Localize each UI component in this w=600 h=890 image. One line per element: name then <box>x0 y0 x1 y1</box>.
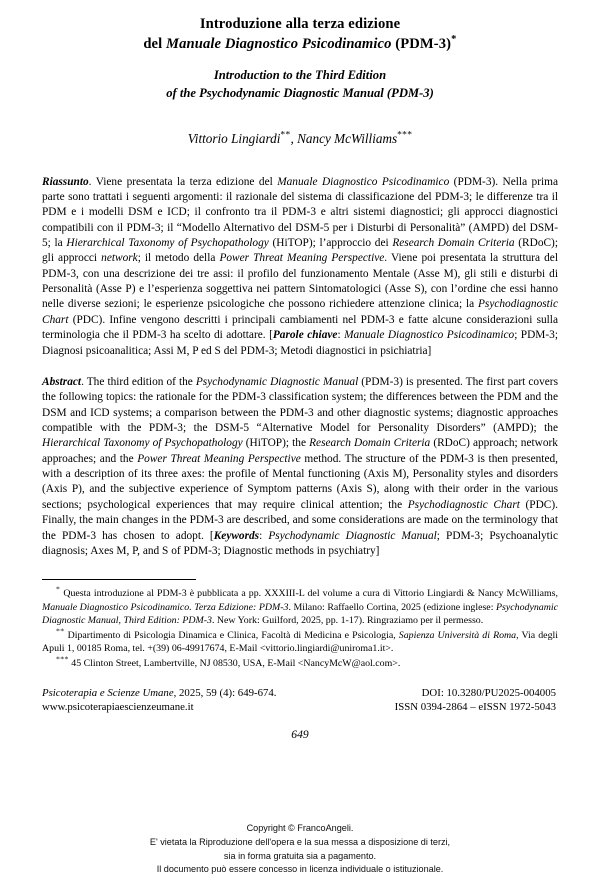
footnote-2-text-1: Dipartimento di Psicologia Dinamica e Clinica, Facoltà di Medicina e Psicologia, <box>64 629 399 641</box>
footnote-2-marker: ** <box>56 626 65 636</box>
page-title <box>42 14 558 55</box>
journal-reference <box>42 686 277 700</box>
page-subtitle <box>42 67 558 103</box>
abstract-it-text-7: (PDC). Infine vengono descritti i principali cambiamenti nel PDM-3 e fatte alcune considerazioni sulla terminologia che il PDM-3 ha scelto di adottare. [ <box>42 313 558 342</box>
title-line-1: Introduzione alla terza edizione <box>199 16 401 32</box>
abstract-en-italic-4: Power Threat Meaning Perspective <box>137 452 301 465</box>
footnote-1-marker: * <box>56 584 61 594</box>
abstract-en-text-3: (HiTOP); the <box>242 437 310 450</box>
footnote-2 <box>42 626 558 656</box>
footnote-1-text-3: . New York: Guilford, 2025, pp. 1-17). Ringraziamo per il permesso. <box>211 615 484 627</box>
title-footnote-marker: * <box>451 34 457 46</box>
footnote-3-marker: *** <box>56 654 69 664</box>
abstract-it-italic-3: Research Domain Criteria <box>392 237 515 250</box>
abstract-italian <box>42 175 558 359</box>
footnote-2-italic-1: Sapienza Università di Roma <box>398 629 517 641</box>
abstract-en-italic-2: Hierarchical Taxonomy of Psychopathology <box>42 437 243 450</box>
title-block <box>42 0 558 103</box>
journal-doi: DOI: 10.3280/PU2025-004005 <box>421 687 556 700</box>
author-name-2: Nancy McWilliams <box>297 130 398 146</box>
author-separator: , <box>290 130 298 146</box>
keywords-english-label: Keywords <box>213 529 260 542</box>
abstract-it-italic-5: Power Threat Meaning Perspective <box>219 252 385 265</box>
abstract-it-text-4: (RDoC); gli approcci <box>42 237 558 265</box>
author-name-1: Vittorio Lingiardi <box>187 130 281 146</box>
copyright-line-1: Copyright © FrancoAngeli. <box>246 823 354 833</box>
subtitle-line-1: Introduction to the Third Edition <box>213 67 387 82</box>
page-number: 649 <box>291 727 309 741</box>
journal-name: Psicoterapia e Scienze Umane <box>42 687 174 700</box>
abstract-it-italic-6: Psychodiagnostic Chart <box>42 298 558 326</box>
footnote-1-italic-1: Manuale Diagnostico Psicodinamico. Terza Edizione: PDM-3 <box>42 601 289 613</box>
journal-issue: , 2025, 59 (4): 649-674. <box>173 687 277 700</box>
abstract-it-text-1: . Viene presentata la terza edizione del <box>88 175 278 188</box>
footnote-1-text-2: . Milano: Raffaello Cortina, 2025 (edizione inglese: <box>288 601 497 613</box>
footnote-1-text-1: Questa introduzione al PDM-3 è pubblicata a pp. XXXIII-L del volume a cura di Vittorio Lingiardi & Nancy McWilliams, <box>60 588 558 600</box>
title-line-2-suffix: (PDM-3) <box>391 36 452 53</box>
abstract-en-italic-5: Psychodiagnostic Chart <box>407 498 520 511</box>
copyright-line-4: Il documento può essere concesso in licenza individuale o istituzionale. <box>156 864 444 875</box>
footnote-3-text-1: 45 Clinton Street, Lambertville, NJ 08530, USA, E-Mail <NancyMcW@aol.com>. <box>68 657 401 669</box>
copyright-notice <box>0 822 600 877</box>
keywords-en-text-1: : <box>259 529 269 542</box>
abstract-it-italic-2: Hierarchical Taxonomy of Psychopathology <box>66 237 269 250</box>
abstract-it-text-6: . Viene poi presentata la struttura del PDM-3, con una descrizione dei tre assi: il profilo del funzionamento Mentale (Asse M), gli stili e disturbi di Personalità (Asse P) e l’esperienza soggettiva nei pattern Sintomatologici (Asse S), con l’ordine che essi hanno nelle diverse sezioni; le esperienze psicologiche che possono richiedere attenzione clinica; la <box>42 252 558 311</box>
abstract-it-text-5: ; il metodo della <box>137 252 220 265</box>
copyright-line-2: E' vietata la Riproduzione dell'opera e la sua messa a disposizione di terzi, <box>149 836 451 847</box>
title-line-2-prefix: del <box>143 36 167 53</box>
footnote-1 <box>42 584 558 627</box>
footnotes-section <box>42 579 558 670</box>
journal-citation-row <box>42 686 558 700</box>
keywords-it-text-2: ; PDM-3; Diagnosi psicoanalitica; Assi M, P ed S del PDM-3; Metodi diagnostici in psichiatria] <box>42 329 558 357</box>
abstract-english <box>42 375 558 559</box>
abstract-en-text-4: (RDoC) approach; network approaches; and the <box>42 437 558 465</box>
abstract-en-text-2: (PDM-3) is presented. The first part covers the following topics: the rationale for the PDM-3 classification system; the differences between the PDM and the DSM and ICD systems; a comparison between the PDM-3 and other diagnostic systems; diagnostic approaches compatible with the PDM-3; the DSM-5 “Alternative Model for Personality Disorders” (AMPD); the <box>42 375 558 434</box>
author-list <box>42 131 558 147</box>
abstract-it-italic-4: network <box>101 252 138 265</box>
footnote-3 <box>42 654 558 670</box>
footnote-1-italic-2: Psychodynamic Diagnostic Manual, Third Edition: PDM-3 <box>42 601 558 627</box>
abstract-en-text-1: . The third edition of the <box>81 375 196 388</box>
abstract-en-text-6: (PDC). Finally, the main changes in the PDM-3 are described, and some considerations are made on the terminology that the PDM-3 has chosen to adopt. [ <box>42 498 558 542</box>
journal-website[interactable]: www.psicoterapiaescienzeumane.it <box>42 701 194 714</box>
keywords-en-italic-1: Psychodynamic Diagnostic Manual <box>268 529 437 542</box>
page-content <box>42 0 558 741</box>
abstract-english-label: Abstract <box>42 375 82 388</box>
abstract-en-italic-3: Research Domain Criteria <box>309 437 431 450</box>
author-2-footnote-marker: *** <box>397 130 413 141</box>
journal-issn: ISSN 0394-2864 – eISSN 1972-5043 <box>394 701 556 714</box>
keywords-it-text-1: : <box>337 329 345 342</box>
abstract-italian-label: Riassunto <box>42 175 89 188</box>
title-line-2-italic: Manuale Diagnostico Psicodinamico <box>166 36 392 53</box>
abstract-it-text-2: (PDM-3). Nella prima parte sono trattati i seguenti argomenti: il razionale del sistema di classificazione del PDM-3; le differenze tra il PDM e i modelli DSM e ICD; il confronto tra il PDM-3 e altri sistemi diagnostici; gli approcci diagnostici compatibili con il PDM-3; il “Modello Alternativo del DSM-5 per i Disturbi di Personalità” (AMPD) del DSM-5; la <box>42 175 558 250</box>
subtitle-line-2: of the Psychodynamic Diagnostic Manual (PDM-3) <box>166 85 434 100</box>
keywords-it-italic-1: Manuale Diagnostico Psicodinamico <box>344 329 515 342</box>
keywords-italian-label: Parole chiave <box>272 329 338 342</box>
footnote-2-text-2: , Via degli Apuli 1, 00185 Roma, tel. +(39) 06-49917674, E-Mail <vittorio.lingiardi@uniroma1.it>. <box>42 629 558 655</box>
journal-citation-block <box>42 686 558 715</box>
abstract-it-italic-1: Manuale Diagnostico Psicodinamico <box>277 175 450 188</box>
keywords-en-text-2: ; PDM-3; Psychoanalytic diagnosis; Axes M, P, and S of PDM-3; Diagnostic methods in psychiatry] <box>42 529 558 557</box>
abstract-en-italic-1: Psychodynamic Diagnostic Manual <box>195 375 359 388</box>
journal-web-row <box>42 700 558 714</box>
abstract-en-text-5: method. The structure of the PDM-3 is then presented, with a description of its three axes: the profile of Mental functioning (Axis M), Personality styles and disorders (Axis P), and the subjective experience of Symptom patterns (Axis S), along with their order in the various sections; psychological experiences that may require clinical attention; the <box>42 452 558 511</box>
title-line-2 <box>42 34 558 54</box>
abstract-it-text-3: (HiTOP); l’approccio dei <box>268 237 393 250</box>
footnote-separator-rule <box>42 579 196 580</box>
author-1-footnote-marker: ** <box>280 130 291 141</box>
copyright-line-3: sia in forma gratuita sia a pagamento. <box>223 850 377 861</box>
